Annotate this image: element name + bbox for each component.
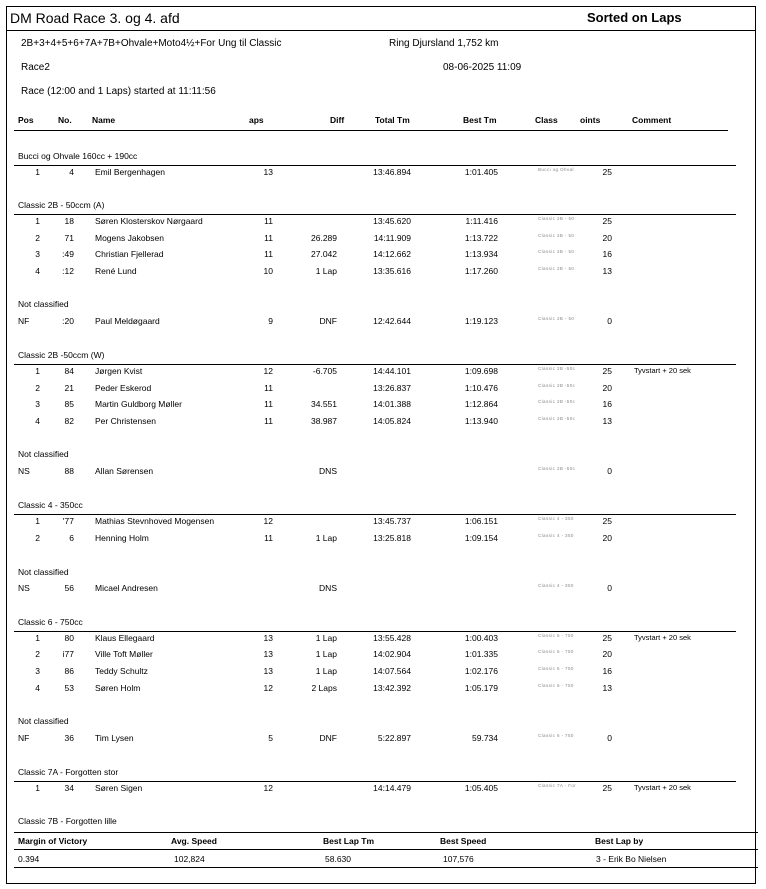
cell-pos: 1 [35, 783, 40, 793]
cell-no: 86 [64, 666, 74, 676]
cell-best: 1:12.864 [464, 399, 498, 409]
cell-laps: 13 [263, 167, 273, 177]
cell-best: 1:13.940 [464, 416, 498, 426]
cell-pos: 1 [35, 366, 40, 376]
cell-class: Classic 2B -50c [538, 366, 576, 371]
title-divider [6, 30, 756, 31]
cell-total: 14:11.909 [373, 233, 411, 243]
cell-no: :49 [62, 249, 74, 259]
cell-comment: Tyvstart + 20 sek [634, 633, 691, 642]
section-divider [14, 214, 736, 215]
cell-pos: 4 [35, 416, 40, 426]
track-name: Ring Djursland 1,752 km [389, 38, 499, 49]
col-points: oints [580, 115, 601, 125]
cell-points: 20 [602, 383, 612, 393]
cell-pos: 2 [35, 649, 40, 659]
cell-laps: 13 [263, 666, 273, 676]
header-divider [14, 130, 728, 131]
cell-diff: DNF [319, 316, 337, 326]
cell-no: 71 [64, 233, 74, 243]
cell-name: René Lund [95, 266, 137, 276]
cell-no: 88 [64, 466, 74, 476]
cell-class: Classic 2B - 50 [538, 216, 575, 221]
cell-points: 16 [602, 666, 612, 676]
cell-class: Classic 6 - 750 [538, 633, 574, 638]
cell-laps: 12 [263, 516, 273, 526]
cell-no: i77 [62, 649, 74, 659]
cell-best: 1:01.335 [464, 649, 498, 659]
cell-diff: 1 Lap [315, 649, 337, 659]
section-title: Classic 7A - Forgotten stor [18, 767, 119, 777]
cell-pos: 4 [35, 683, 40, 693]
section-divider [14, 514, 736, 515]
cell-pos: 1 [35, 167, 40, 177]
table-row [0, 516, 766, 530]
cell-no: 36 [64, 733, 74, 743]
cell-no: 82 [64, 416, 74, 426]
cell-laps: 11 [264, 383, 273, 393]
cell-pos: 2 [35, 383, 40, 393]
section-title: Classic 2B - 50ccm (A) [18, 200, 105, 210]
cell-points: 13 [602, 416, 612, 426]
cell-name: Christian Fjellerad [95, 249, 164, 259]
col-total: Total Tm [375, 115, 410, 125]
cell-pos: 1 [35, 633, 40, 643]
cell-laps: 13 [263, 649, 273, 659]
section-title: Classic 4 - 350cc [18, 500, 83, 510]
cell-total: 14:02.904 [373, 649, 411, 659]
cell-best: 1:06.151 [464, 516, 498, 526]
table-row [0, 316, 766, 330]
cell-points: 0 [607, 733, 612, 743]
cell-name: Søren Klosterskov Nørgaard [95, 216, 203, 226]
cell-best: 1:00.403 [464, 633, 498, 643]
cell-no: :12 [62, 266, 74, 276]
cell-best: 1:19.123 [464, 316, 498, 326]
cell-best: 59.734 [472, 733, 498, 743]
cell-no: 21 [64, 383, 74, 393]
cell-best: 1:10.476 [464, 383, 498, 393]
cell-total: 13:45.737 [373, 516, 411, 526]
cell-total: 14:12.662 [373, 249, 411, 259]
footer-avg-value: 102,824 [174, 854, 205, 864]
section-title: Not classified [18, 567, 69, 577]
col-name: Name [92, 115, 116, 125]
table-row [0, 649, 766, 663]
race-start-info: Race (12:00 and 1 Laps) started at 11:11:56 [21, 86, 216, 97]
section-title: Not classified [18, 716, 69, 726]
table-row [0, 583, 766, 597]
cell-points: 0 [607, 583, 612, 593]
cell-laps: 11 [264, 233, 273, 243]
cell-no: 80 [64, 633, 74, 643]
cell-class: Classic 2B - 50 [538, 266, 575, 271]
table-row [0, 733, 766, 747]
section-title: Not classified [18, 449, 69, 459]
race-classes: 2B+3+4+5+6+7A+7B+Ohvale+Moto4½+For Ung til Classic [21, 38, 282, 49]
cell-diff: 1 Lap [315, 633, 337, 643]
cell-points: 25 [602, 516, 612, 526]
cell-laps: 11 [264, 416, 273, 426]
cell-points: 0 [607, 466, 612, 476]
table-row [0, 233, 766, 247]
cell-best: 1:17.260 [464, 266, 498, 276]
cell-name: Paul Meldøgaard [95, 316, 160, 326]
cell-best: 1:11.416 [465, 216, 498, 226]
cell-total: 13:42.392 [373, 683, 411, 693]
footer-margin-value: 0.394 [18, 854, 40, 864]
cell-class: Classic 2B -50c [538, 383, 576, 388]
cell-diff: DNS [319, 583, 337, 593]
cell-pos: NS [18, 583, 30, 593]
cell-points: 25 [602, 167, 612, 177]
col-class: Class [535, 115, 558, 125]
cell-name: Søren Holm [95, 683, 141, 693]
cell-no: '77 [62, 516, 74, 526]
footer-top-rule [14, 832, 758, 833]
cell-points: 20 [602, 533, 612, 543]
table-row [0, 366, 766, 380]
cell-best: 1:09.154 [464, 533, 498, 543]
cell-total: 14:14.479 [373, 783, 411, 793]
section-divider [14, 165, 736, 166]
cell-diff: 27.042 [311, 249, 337, 259]
cell-points: 16 [602, 399, 612, 409]
section-title: Bucci og Ohvale 160cc + 190cc [18, 151, 138, 161]
table-row [0, 666, 766, 680]
cell-no: 18 [64, 216, 74, 226]
cell-pos: NS [18, 466, 30, 476]
cell-total: 13:35.616 [373, 266, 411, 276]
cell-class: Classic 2B - 50 [538, 316, 575, 321]
table-row [0, 167, 766, 181]
cell-name: Tim Lysen [95, 733, 134, 743]
cell-laps: 12 [263, 366, 273, 376]
cell-diff: 1 Lap [315, 666, 337, 676]
cell-diff: 1 Lap [315, 266, 337, 276]
cell-points: 0 [607, 316, 612, 326]
table-row [0, 633, 766, 647]
section-title: Classic 7B - Forgotten lille [18, 816, 117, 826]
footer-mid-rule [14, 849, 758, 850]
cell-diff: 2 Laps [311, 683, 337, 693]
cell-pos: 1 [35, 216, 40, 226]
table-row [0, 783, 766, 797]
table-row [0, 216, 766, 230]
cell-no: 34 [64, 783, 74, 793]
cell-pos: 3 [35, 399, 40, 409]
cell-total: 13:26.837 [373, 383, 411, 393]
cell-name: Emil Bergenhagen [95, 167, 165, 177]
cell-class: Classic 2B - 50 [538, 249, 575, 254]
cell-laps: 10 [263, 266, 273, 276]
cell-total: 13:46.894 [373, 167, 411, 177]
cell-pos: 2 [35, 233, 40, 243]
col-no: No. [58, 115, 72, 125]
cell-total: 13:25.818 [373, 533, 411, 543]
section-title: Classic 6 - 750cc [18, 617, 83, 627]
section-divider [14, 364, 736, 365]
cell-class: Classic 2B -50c [538, 399, 576, 404]
cell-points: 13 [602, 683, 612, 693]
cell-diff: -6.705 [312, 366, 337, 376]
cell-pos: 4 [35, 266, 40, 276]
cell-best: 1:09.698 [464, 366, 498, 376]
cell-name: Martin Guldborg Møller [95, 399, 182, 409]
cell-name: Peder Eskerod [95, 383, 152, 393]
cell-diff: DNF [319, 733, 337, 743]
footer-avg-label: Avg. Speed [171, 836, 217, 846]
cell-total: 14:07.564 [373, 666, 411, 676]
section-title: Not classified [18, 299, 69, 309]
cell-points: 20 [602, 649, 612, 659]
table-row [0, 399, 766, 413]
cell-no: 4 [69, 167, 74, 177]
col-diff: Diff [330, 115, 345, 125]
cell-laps: 9 [268, 316, 273, 326]
cell-diff: 34.551 [311, 399, 337, 409]
cell-laps: 12 [263, 783, 273, 793]
cell-laps: 5 [268, 733, 273, 743]
cell-name: Per Christensen [95, 416, 156, 426]
cell-name: Teddy Schultz [95, 666, 148, 676]
cell-comment: Tyvstart + 20 sek [634, 783, 691, 792]
cell-name: Henning Holm [95, 533, 149, 543]
cell-laps: 11 [264, 216, 273, 226]
cell-class: Classic 2B -50c [538, 416, 576, 421]
race-datetime: 08-06-2025 11:09 [443, 62, 522, 73]
cell-laps: 12 [263, 683, 273, 693]
report-title: DM Road Race 3. og 4. afd [10, 10, 180, 26]
cell-points: 25 [602, 783, 612, 793]
cell-best: 1:01.405 [464, 167, 498, 177]
cell-comment: Tyvstart + 20 sek [634, 366, 691, 375]
cell-best: 1:05.405 [464, 783, 498, 793]
col-best: Best Tm [463, 115, 497, 125]
cell-name: Mogens Jakobsen [95, 233, 164, 243]
cell-points: 20 [602, 233, 612, 243]
cell-diff: 26.289 [311, 233, 337, 243]
col-comment: Comment [632, 115, 672, 125]
cell-points: 16 [602, 249, 612, 259]
cell-total: 5:22.897 [377, 733, 411, 743]
cell-points: 13 [602, 266, 612, 276]
cell-pos: 3 [35, 666, 40, 676]
cell-no: 56 [64, 583, 74, 593]
table-row [0, 266, 766, 280]
cell-total: 14:44.101 [373, 366, 411, 376]
cell-pos: 3 [35, 249, 40, 259]
footer-bottom-rule [14, 867, 758, 868]
cell-diff: 38.987 [311, 416, 337, 426]
cell-best: 1:13.934 [464, 249, 498, 259]
table-row [0, 683, 766, 697]
footer-bestlap-label: Best Lap Tm [323, 836, 375, 846]
cell-no: 6 [69, 533, 74, 543]
cell-points: 25 [602, 633, 612, 643]
footer-bestspeed-label: Best Speed [440, 836, 487, 846]
sort-label: Sorted on Laps [587, 10, 682, 25]
cell-pos: 1 [35, 516, 40, 526]
table-row [0, 249, 766, 263]
cell-pos: 2 [35, 533, 40, 543]
cell-name: Mathias Stevnhoved Mogensen [95, 516, 215, 526]
cell-best: 1:02.176 [464, 666, 498, 676]
cell-name: Søren Sigen [95, 783, 143, 793]
cell-no: 53 [64, 683, 74, 693]
section-divider [14, 781, 736, 782]
cell-class: Classic 2B - 50 [538, 233, 575, 238]
cell-class: Classic 7A - For [538, 783, 577, 788]
cell-laps: 11 [264, 533, 273, 543]
cell-laps: 11 [264, 249, 273, 259]
cell-laps: 13 [263, 633, 273, 643]
page-frame [6, 6, 756, 884]
cell-total: 13:55.428 [373, 633, 411, 643]
cell-total: 12:42.644 [373, 316, 411, 326]
cell-laps: 11 [264, 399, 273, 409]
cell-points: 25 [602, 366, 612, 376]
cell-total: 14:01.388 [373, 399, 411, 409]
cell-name: Allan Sørensen [95, 466, 154, 476]
footer-bestby-value: 3 - Erik Bo Nielsen [596, 854, 667, 864]
footer-margin-label: Margin of Victory [18, 836, 88, 846]
footer-bestby-label: Best Lap by [595, 836, 644, 846]
col-laps: aps [249, 115, 264, 125]
section-title: Classic 2B -50ccm (W) [18, 350, 105, 360]
cell-name: Ville Toft Møller [95, 649, 153, 659]
cell-class: Bucci og Ohval [538, 167, 574, 172]
cell-no: :20 [62, 316, 74, 326]
cell-diff: DNS [319, 466, 337, 476]
cell-no: 84 [64, 366, 74, 376]
cell-points: 25 [602, 216, 612, 226]
cell-name: Jørgen Kvist [95, 366, 143, 376]
cell-class: Classic 6 - 750 [538, 666, 574, 671]
footer-bestlap-value: 58.630 [325, 854, 351, 864]
cell-class: Classic 4 - 350 [538, 533, 574, 538]
cell-total: 14:05.824 [373, 416, 411, 426]
cell-pos: NF [18, 316, 30, 326]
cell-best: 1:13.722 [464, 233, 498, 243]
cell-class: Classic 6 - 750 [538, 733, 574, 738]
cell-class: Classic 6 - 750 [538, 683, 574, 688]
section-divider [14, 631, 736, 632]
table-row [0, 466, 766, 480]
cell-no: 85 [64, 399, 74, 409]
table-row [0, 383, 766, 397]
cell-total: 13:45.620 [373, 216, 411, 226]
table-row [0, 416, 766, 430]
cell-pos: NF [18, 733, 30, 743]
cell-class: Classic 6 - 750 [538, 649, 574, 654]
cell-diff: 1 Lap [315, 533, 337, 543]
cell-best: 1:05.179 [464, 683, 498, 693]
cell-name: Micael Andresen [95, 583, 158, 593]
table-row [0, 533, 766, 547]
footer-bestspeed-value: 107,576 [443, 854, 474, 864]
cell-class: Classic 4 - 350 [538, 516, 574, 521]
cell-name: Klaus Ellegaard [95, 633, 155, 643]
race-name: Race2 [21, 62, 50, 73]
cell-class: Classic 2B -50c [538, 466, 576, 471]
col-pos: Pos [18, 115, 34, 125]
cell-class: Classic 4 - 350 [538, 583, 574, 588]
